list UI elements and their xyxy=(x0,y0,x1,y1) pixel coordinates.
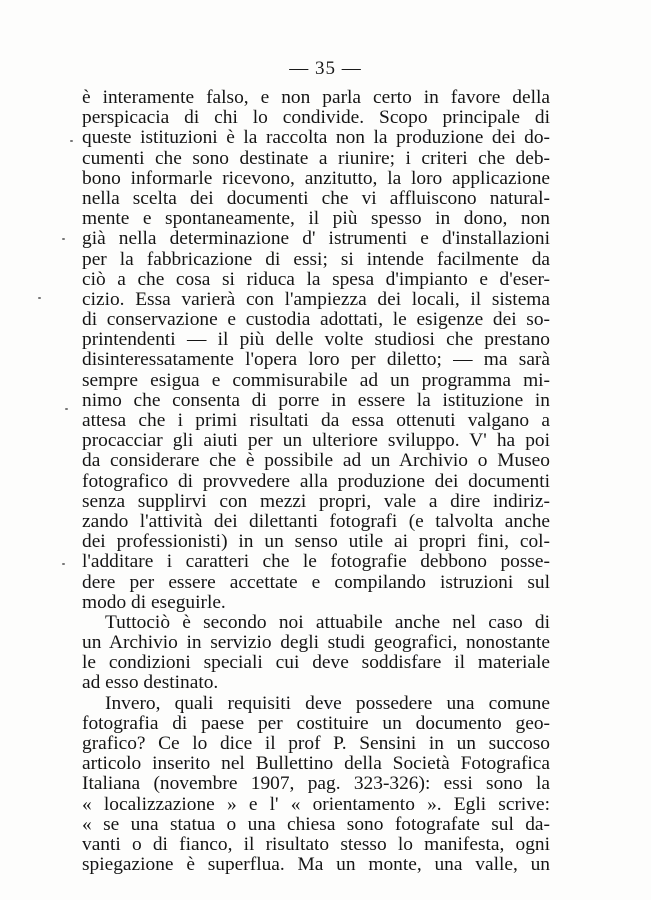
text-line: disinteressatamente l'opera loro per diletto; — ma sarà xyxy=(82,349,550,371)
text-line: zando l'attività dei dilettanti fotografi (e talvolta anche xyxy=(82,510,550,532)
text-line: di conservazione e custodia adottati, le esigenze dei so- xyxy=(82,309,550,331)
text-line: ciò a che cosa si riduca la spesa d'impianto e d'eser- xyxy=(82,268,550,290)
text-line: cumenti che sono destinate a riunire; i criteri che deb- xyxy=(82,147,550,169)
text-line: l'additare i caratteri che le fotografie debbono posse- xyxy=(82,551,550,573)
text-line: mente e spontaneamente, il più spesso in dono, non xyxy=(82,208,550,230)
scan-speck xyxy=(70,140,73,142)
text-line: già nella determinazione d' istrumenti e d'installazioni xyxy=(82,228,550,250)
text-line: è interamente falso, e non parla certo in favore della xyxy=(82,87,550,108)
text-line: nimo che consenta di porre in essere la istituzione in xyxy=(82,389,550,411)
text-line: procacciar gli aiuti per un ulteriore sviluppo. V' ha poi xyxy=(82,430,550,452)
text-line: per la fabbricazione di essi; si intende facilmente da xyxy=(82,248,550,270)
text-line: spiegazione è superflua. Ma un monte, una valle, un xyxy=(82,854,550,876)
text-line: fotografico di provvedere alla produzione dei documenti xyxy=(82,470,550,492)
body-text xyxy=(82,88,550,875)
text-line: bono informarle ricevono, anzitutto, la loro applicazione xyxy=(82,167,550,189)
scan-speck xyxy=(62,238,65,240)
text-line: modo di eseguirle. xyxy=(82,591,226,613)
text-line: cizio. Essa varierà con l'ampiezza dei locali, il sistema xyxy=(82,288,550,310)
text-line: nella scelta dei documenti che vi affluiscono natural- xyxy=(82,187,550,209)
scan-speck xyxy=(62,563,65,565)
text-line: Invero, quali requisiti deve possedere una comune xyxy=(105,692,550,714)
text-line: « localizzazione » e l' « orientamento ». Egli scrive: xyxy=(82,793,550,815)
text-line: « se una statua o una chiesa sono fotografate sul da- xyxy=(82,813,550,835)
text-line: sempre esigua e commisurabile ad un programma mi- xyxy=(82,369,550,391)
text-line: articolo inserito nel Bullettino della Società Fotografica xyxy=(82,753,550,775)
text-line: ad esso destinato. xyxy=(82,672,219,694)
text-line: attesa che i primi risultati da essa ottenuti valgano a xyxy=(82,410,550,431)
text-line: grafico? Ce lo dice il prof P. Sensini in un succoso xyxy=(82,733,550,754)
scan-speck xyxy=(38,297,41,299)
text-line: vanti o di fianco, il risultato stesso lo manifesta, ogni xyxy=(82,833,550,855)
text-line: fotografia di paese per costituire un documento geo- xyxy=(82,712,550,734)
text-line: printendenti — il più delle volte studiosi che prestano xyxy=(82,329,550,351)
page-number: — 35 — xyxy=(289,58,362,79)
text-line: da considerare che è possibile ad un Archivio o Museo xyxy=(82,450,550,472)
text-line: senza supplirvi con mezzi propri, vale a dire indiriz- xyxy=(82,490,550,512)
text-line: Italiana (novembre 1907, pag. 323-326): essi sono la xyxy=(82,773,550,795)
scan-speck xyxy=(65,408,68,410)
text-line: dere per essere accettate e compilando istruzioni sul xyxy=(82,571,550,593)
text-line: Tuttociò è secondo noi attuabile anche nel caso di xyxy=(105,611,550,633)
text-line: perspicacia di chi lo condivide. Scopo principale di xyxy=(82,107,550,129)
text-line: un Archivio in servizio degli studi geografici, nonostante xyxy=(82,632,550,654)
text-line: dei professionisti) in un senso utile ai propri fini, col- xyxy=(82,531,550,553)
text-line: queste istituzioni è la raccolta non la produzione dei do- xyxy=(82,127,550,149)
text-line: le condizioni speciali cui deve soddisfare il materiale xyxy=(82,652,550,674)
